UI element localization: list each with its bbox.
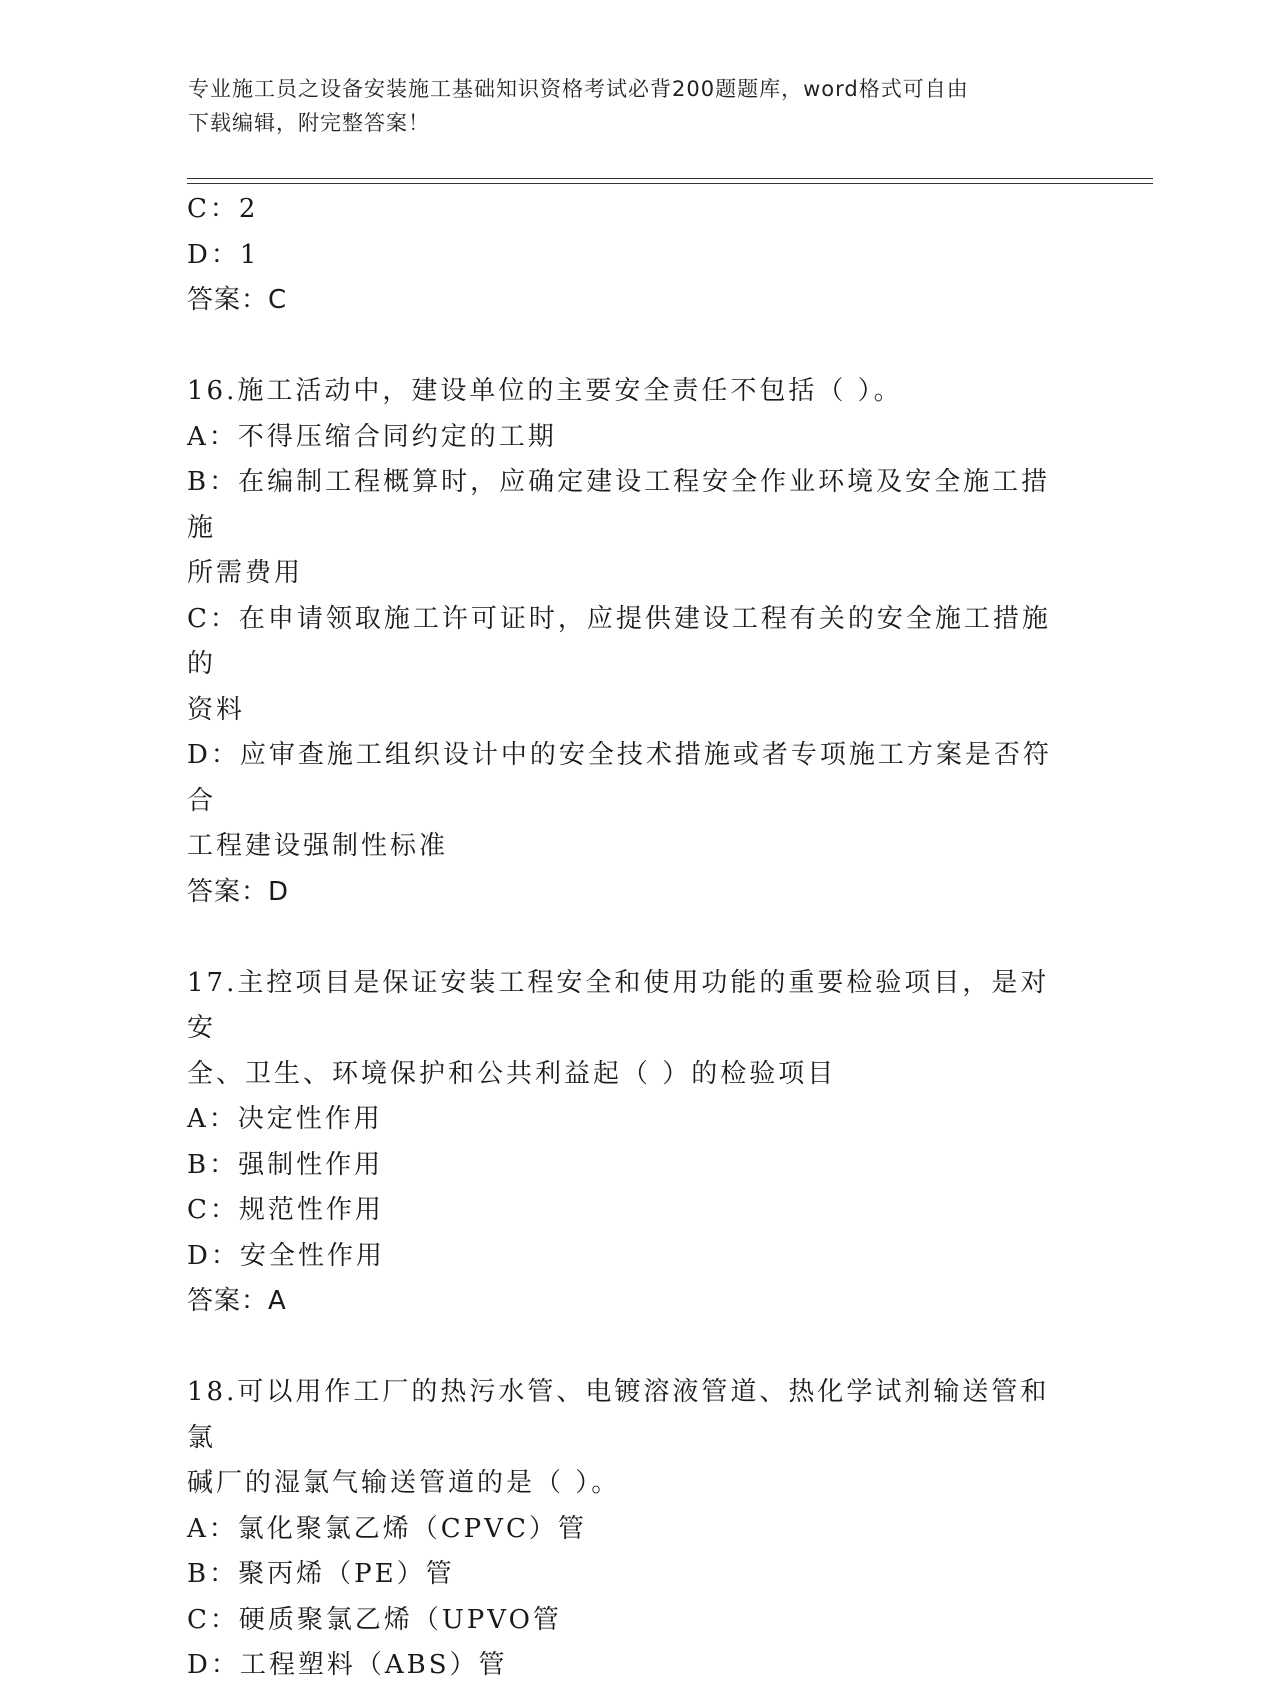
document-body [187,187,1077,1689]
fragment-option-d: D：1 [187,239,260,270]
spacer [187,1325,1077,1371]
question-17-option-d: D：安全性作用 [187,1240,385,1271]
question-17-answer: 答案：A [187,1286,287,1316]
header-title-line-2: 下载编辑，附完整答案！ [188,111,430,135]
spacer [187,915,1077,961]
question-18-option-a: A：氯化聚氯乙烯（CPVC）管 [187,1513,587,1544]
question-17-option-a: A：决定性作用 [187,1104,383,1134]
question-16-answer: 答案：D [187,876,290,907]
header-divider-bottom [187,183,1153,184]
question-16-option-c: C：在申请领取施工许可证时，应提供建设工程有关的安全施工措施的 [187,603,1051,679]
question-18-option-b: B：聚丙烯（PE）管 [187,1559,455,1589]
question-18-option-d: D：工程塑料（ABS）管 [187,1650,508,1680]
question-16-stem: 16.施工活动中，建设单位的主要安全责任不包括（ ）。 [187,376,903,406]
question-16-option-c-cont: 资料 [187,694,246,725]
question-16-option-b-cont: 所需费用 [187,558,304,588]
fragment-answer: 答案：C [187,285,288,315]
question-18-stem-line-2: 碱厂的湿氯气输送管道的是（ ）。 [187,1468,621,1498]
question-17-stem-line-2: 全、卫生、环境保护和公共利益起（ ）的检验项目 [187,1058,837,1089]
question-18-stem-line-1: 18.可以用作工厂的热污水管、电镀溶液管道、热化学试剂输送管和氯 [187,1377,1050,1453]
header-title-line-1: 专业施工员之设备安装施工基础知识资格考试必背200题题库，word格式可自由 [188,77,969,101]
question-16-option-a: A：不得压缩合同约定的工期 [187,421,557,452]
question-17-option-b: B：强制性作用 [187,1149,384,1180]
question-16-option-d-cont: 工程建设强制性标准 [187,831,449,861]
question-16-option-d: D：应审查施工组织设计中的安全技术措施或者专项施工方案是否符合 [187,740,1052,816]
fragment-option-c: C：2 [187,194,259,224]
question-16-option-b: B：在编制工程概算时，应确定建设工程安全作业环境及安全施工措施 [187,467,1051,543]
question-17-stem-line-1: 17.主控项目是保证安装工程安全和使用功能的重要检验项目，是对安 [187,967,1050,1043]
question-17-option-c: C：规范性作用 [187,1195,384,1225]
question-18-option-c: C：硬质聚氯乙烯（UPVO管 [187,1604,562,1635]
header-divider-top [187,178,1153,179]
document-header [188,72,1068,140]
spacer [187,324,1077,370]
